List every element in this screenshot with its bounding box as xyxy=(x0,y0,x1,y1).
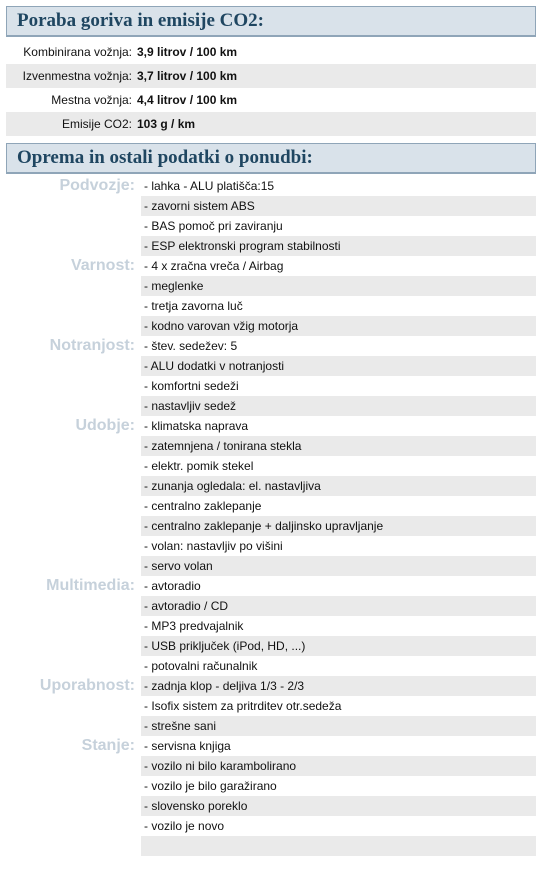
list-item: - MP3 predvajalnik xyxy=(144,619,244,633)
consumption-title: Poraba goriva in emisije CO2: xyxy=(6,6,536,37)
list-item: - Isofix sistem za pritrditev otr.sedeža xyxy=(144,699,342,713)
list-item: - centralno zaklepanje xyxy=(144,499,262,513)
list-item: - tretja zavorna luč xyxy=(144,299,243,313)
list-item: - klimatska naprava xyxy=(144,419,249,433)
consumption-value: 3,9 litrov / 100 km xyxy=(137,45,238,59)
category-name: Varnost: xyxy=(70,257,135,274)
consumption-value: 3,7 litrov / 100 km xyxy=(137,69,238,83)
list-item: - komfortni sedeži xyxy=(144,379,239,393)
category-name: Podvozje: xyxy=(59,177,135,194)
list-item: - zunanja ogledala: el. nastavljiva xyxy=(141,476,536,496)
list-item: - ESP elektronski program stabilnosti xyxy=(141,236,536,256)
consumption-row xyxy=(6,40,536,64)
equipment-title: Oprema in ostali podatki o ponudbi: xyxy=(6,143,536,174)
list-item: - servo volan xyxy=(141,556,536,576)
consumption-panel xyxy=(6,6,536,136)
list-item: - zatemnjena / tonirana stekla xyxy=(141,436,536,456)
category-name: Notranjost: xyxy=(49,337,135,354)
category-notranjost xyxy=(6,336,536,416)
consumption-label: Izvenmestna vožnja: xyxy=(22,69,132,83)
consumption-row xyxy=(6,88,536,112)
list-item: - potovalni računalnik xyxy=(144,659,258,673)
consumption-label: Mestna vožnja: xyxy=(51,93,132,107)
list-item: - volan: nastavljiv po višini xyxy=(144,539,283,553)
list-item: - 4 x zračna vreča / Airbag xyxy=(144,259,284,273)
list-item: - kodno varovan vžig motorja xyxy=(141,316,536,336)
category-name: Multimedia: xyxy=(46,577,135,594)
list-item: - vozilo ni bilo karambolirano xyxy=(141,756,536,776)
category-name: Udobje: xyxy=(75,417,135,434)
list-item: - strešne sani xyxy=(141,716,536,736)
category-varnost xyxy=(6,256,536,336)
equipment-panel xyxy=(6,143,536,856)
list-item: - avtoradio xyxy=(144,579,201,593)
consumption-row xyxy=(6,112,536,136)
category-udobje xyxy=(6,416,536,576)
list-item: - lahka - ALU platišča:15 xyxy=(144,179,275,193)
category-uporabnost xyxy=(6,676,536,736)
list-item: - zadnja klop - deljiva 1/3 - 2/3 xyxy=(141,676,536,696)
consumption-value: 103 g / km xyxy=(137,117,196,131)
list-item: - vozilo je novo xyxy=(144,819,225,833)
category-podvozje xyxy=(6,176,536,256)
consumption-row xyxy=(6,64,536,88)
category-name: Stanje: xyxy=(81,737,135,754)
list-item: - štev. sedežev: 5 xyxy=(144,339,238,353)
list-item: - slovensko poreklo xyxy=(141,796,536,816)
consumption-label: Kombinirana vožnja: xyxy=(23,45,132,59)
list-item: - USB priključek (iPod, HD, ...) xyxy=(141,636,536,656)
category-stanje xyxy=(6,736,536,836)
list-item: - zavorni sistem ABS xyxy=(141,196,536,216)
list-item: - centralno zaklepanje + daljinsko upravljanje xyxy=(141,516,536,536)
list-item: - vozilo je bilo garažirano xyxy=(144,779,277,793)
list-item: - meglenke xyxy=(141,276,536,296)
list-item: - servisna knjiga xyxy=(144,739,231,753)
table-footer-row xyxy=(141,836,536,856)
category-multimedia xyxy=(6,576,536,676)
list-item: - nastavljiv sedež xyxy=(141,396,536,416)
consumption-label: Emisije CO2: xyxy=(61,117,132,131)
list-item: - BAS pomoč pri zaviranju xyxy=(144,219,283,233)
list-item: - avtoradio / CD xyxy=(141,596,536,616)
list-item: - elektr. pomik stekel xyxy=(144,459,254,473)
list-item: - ALU dodatki v notranjosti xyxy=(141,356,536,376)
consumption-value: 4,4 litrov / 100 km xyxy=(137,93,238,107)
category-name: Uporabnost: xyxy=(39,677,135,694)
